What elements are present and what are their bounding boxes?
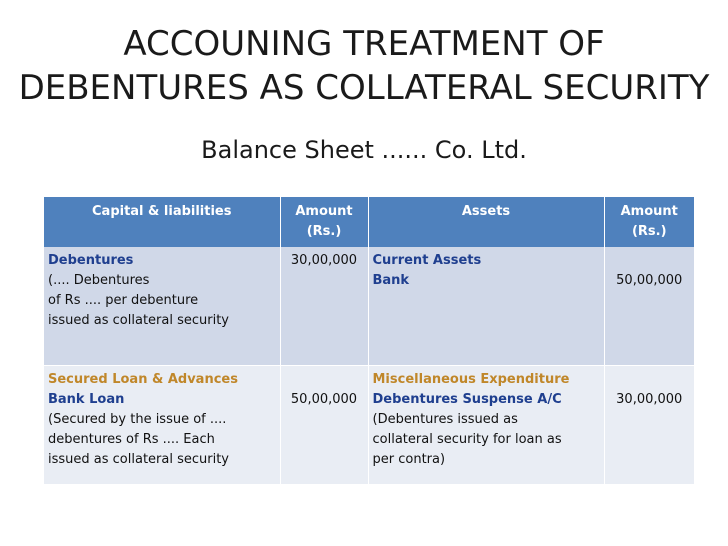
liab-line: issued as collateral security (48, 452, 229, 467)
header-amount-assets (604, 197, 694, 247)
asset-line: per contra) (372, 452, 446, 467)
bank-loan-subheading: Bank Loan (48, 392, 125, 407)
table-row (44, 247, 694, 366)
debentures-suspense-subheading: Debentures Suspense A/C (372, 392, 562, 407)
header-amount-unit: (Rs.) (306, 224, 342, 239)
table-row (44, 366, 694, 485)
header-liabilities: Capital & liabilities (44, 197, 280, 247)
header-amount-liabilities (280, 197, 368, 247)
header-amount-label: Amount (620, 204, 678, 219)
row2-liabilities-cell (44, 366, 280, 485)
row1-liabilities-cell (44, 247, 280, 366)
row1-assets-amount (604, 247, 694, 366)
header-amount-label: Amount (295, 204, 353, 219)
row2-assets-amount (604, 366, 694, 485)
liab-line: debentures of Rs .... Each (48, 432, 215, 447)
row2-liabilities-amount (280, 366, 368, 485)
row1-assets-cell (368, 247, 604, 366)
balance-sheet-table (44, 197, 694, 484)
row2-assets-cell (368, 366, 604, 485)
asset-line: collateral security for loan as (372, 432, 562, 447)
current-assets-heading: Current Assets (372, 253, 482, 268)
liab-line: (Secured by the issue of .... (48, 412, 227, 427)
liab-line: (.... Debentures (48, 273, 150, 288)
row1-assets-amount-value: 50,00,000 (616, 273, 683, 288)
liab-line: issued as collateral security (48, 313, 229, 328)
title-line-2: DEBENTURES AS COLLATERAL SECURITY (18, 68, 710, 108)
row1-liabilities-amount: 30,00,000 (280, 247, 368, 366)
debentures-heading: Debentures (48, 253, 134, 268)
header-amount-unit: (Rs.) (631, 224, 667, 239)
slide-title (0, 22, 728, 110)
asset-line: (Debentures issued as (372, 412, 518, 427)
misc-expenditure-heading: Miscellaneous Expenditure (372, 372, 570, 387)
bank-subheading: Bank (372, 273, 410, 288)
liab-line: of Rs .... per debenture (48, 293, 199, 308)
balance-sheet-subtitle: Balance Sheet ...... Co. Ltd. (201, 136, 527, 164)
header-assets: Assets (368, 197, 604, 247)
table-header-row (44, 197, 694, 247)
row2-liabilities-amount-value: 50,00,000 (290, 392, 358, 407)
secured-loan-heading: Secured Loan & Advances (48, 372, 238, 387)
title-line-1: ACCOUNING TREATMENT OF (123, 24, 605, 64)
row2-assets-amount-value: 30,00,000 (616, 392, 683, 407)
